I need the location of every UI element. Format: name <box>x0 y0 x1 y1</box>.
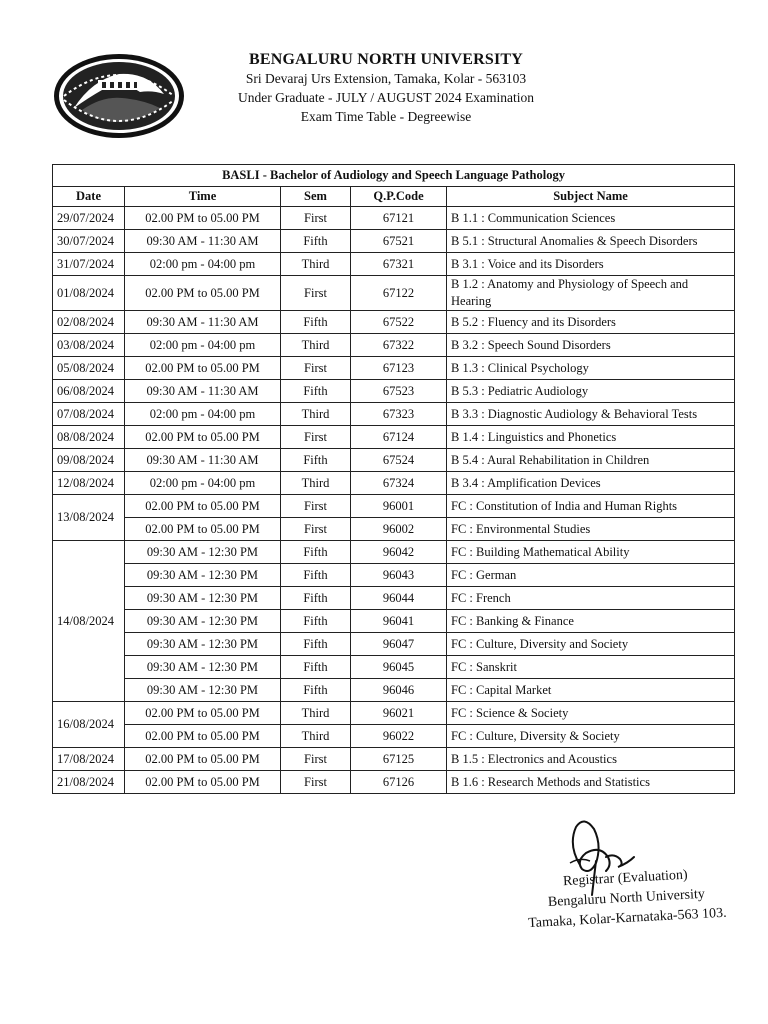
qp-code-cell: 96002 <box>351 518 447 541</box>
time-cell: 09:30 AM - 12:30 PM <box>125 541 281 564</box>
date-cell: 30/07/2024 <box>53 230 125 253</box>
university-address: Sri Devaraj Urs Extension, Tamaka, Kolar - 563103 <box>245 71 527 86</box>
table-row <box>53 679 735 702</box>
subject-cell: FC : Banking & Finance <box>447 610 735 633</box>
exam-title: Under Graduate - JULY / AUGUST 2024 Examination <box>238 90 534 105</box>
sem-cell: First <box>281 748 351 771</box>
sem-cell: Fifth <box>281 656 351 679</box>
column-header-qp-code: Q.P.Code <box>351 187 447 207</box>
table-row <box>53 702 735 725</box>
time-cell: 02.00 PM to 05.00 PM <box>125 495 281 518</box>
time-cell: 09:30 AM - 12:30 PM <box>125 587 281 610</box>
subject-cell: FC : Capital Market <box>447 679 735 702</box>
table-row <box>53 472 735 495</box>
sem-cell: Third <box>281 403 351 426</box>
subject-cell: B 3.3 : Diagnostic Audiology & Behavioral Tests <box>447 403 735 426</box>
subject-cell: B 1.4 : Linguistics and Phonetics <box>447 426 735 449</box>
sem-cell: Fifth <box>281 380 351 403</box>
sem-cell: Third <box>281 472 351 495</box>
qp-code-cell: 96045 <box>351 656 447 679</box>
subject-cell: FC : German <box>447 564 735 587</box>
qp-code-cell: 67521 <box>351 230 447 253</box>
subject-cell: B 1.3 : Clinical Psychology <box>447 357 735 380</box>
time-cell: 02.00 PM to 05.00 PM <box>125 702 281 725</box>
time-cell: 02.00 PM to 05.00 PM <box>125 771 281 794</box>
qp-code-cell: 96021 <box>351 702 447 725</box>
time-cell: 02.00 PM to 05.00 PM <box>125 518 281 541</box>
time-cell: 09:30 AM - 12:30 PM <box>125 564 281 587</box>
date-cell: 12/08/2024 <box>53 472 125 495</box>
qp-code-cell: 96041 <box>351 610 447 633</box>
sem-cell: Fifth <box>281 449 351 472</box>
time-cell: 09:30 AM - 12:30 PM <box>125 610 281 633</box>
date-cell: 31/07/2024 <box>53 253 125 276</box>
sem-cell: Fifth <box>281 230 351 253</box>
sem-cell: Fifth <box>281 610 351 633</box>
date-cell: 09/08/2024 <box>53 449 125 472</box>
time-cell: 02:00 pm - 04:00 pm <box>125 403 281 426</box>
time-cell: 02.00 PM to 05.00 PM <box>125 748 281 771</box>
table-row <box>53 748 735 771</box>
sem-cell: Third <box>281 702 351 725</box>
subject-cell: B 3.2 : Speech Sound Disorders <box>447 334 735 357</box>
time-cell: 09:30 AM - 12:30 PM <box>125 633 281 656</box>
qp-code-cell: 67321 <box>351 253 447 276</box>
subject-cell: FC : Culture, Diversity & Society <box>447 725 735 748</box>
time-cell: 02:00 pm - 04:00 pm <box>125 253 281 276</box>
time-cell: 09:30 AM - 11:30 AM <box>125 380 281 403</box>
sem-cell: Third <box>281 334 351 357</box>
table-row <box>53 771 735 794</box>
subject-cell: FC : Culture, Diversity and Society <box>447 633 735 656</box>
university-name: BENGALURU NORTH UNIVERSITY <box>248 51 523 68</box>
qp-code-cell: 67322 <box>351 334 447 357</box>
qp-code-cell: 67323 <box>351 403 447 426</box>
table-row <box>53 230 735 253</box>
time-cell: 09:30 AM - 12:30 PM <box>125 656 281 679</box>
time-cell: 09:30 AM - 11:30 AM <box>125 311 281 334</box>
table-row <box>53 311 735 334</box>
sem-cell: First <box>281 276 351 311</box>
time-cell: 02.00 PM to 05.00 PM <box>125 276 281 311</box>
subject-cell: FC : Sanskrit <box>447 656 735 679</box>
table-row <box>53 426 735 449</box>
time-cell: 09:30 AM - 11:30 AM <box>125 230 281 253</box>
subject-cell: B 1.1 : Communication Sciences <box>447 207 735 230</box>
time-cell: 09:30 AM - 11:30 AM <box>125 449 281 472</box>
sem-cell: Fifth <box>281 633 351 656</box>
table-row <box>53 633 735 656</box>
table-row <box>53 207 735 230</box>
registrar-university: Bengaluru North University <box>547 886 706 911</box>
date-cell: 13/08/2024 <box>53 495 125 541</box>
subject-cell: B 1.2 : Anatomy and Physiology of Speech and Hearing <box>447 276 735 311</box>
registrar-block <box>510 863 743 935</box>
table-row <box>53 610 735 633</box>
time-cell: 02:00 pm - 04:00 pm <box>125 472 281 495</box>
table-row <box>53 656 735 679</box>
qp-code-cell: 67523 <box>351 380 447 403</box>
subject-cell: B 5.2 : Fluency and its Disorders <box>447 311 735 334</box>
qp-code-cell: 67324 <box>351 472 447 495</box>
time-cell: 02.00 PM to 05.00 PM <box>125 725 281 748</box>
date-cell: 16/08/2024 <box>53 702 125 748</box>
sem-cell: Fifth <box>281 679 351 702</box>
registrar-title: Registrar (Evaluation) <box>562 867 689 890</box>
date-cell: 29/07/2024 <box>53 207 125 230</box>
qp-code-cell: 96044 <box>351 587 447 610</box>
subject-cell: B 5.4 : Aural Rehabilitation in Children <box>447 449 735 472</box>
sem-cell: First <box>281 495 351 518</box>
sem-cell: Fifth <box>281 541 351 564</box>
qp-code-cell: 96022 <box>351 725 447 748</box>
table-title: BASLI - Bachelor of Audiology and Speech Language Pathology <box>53 165 735 187</box>
subject-cell: FC : French <box>447 587 735 610</box>
qp-code-cell: 67524 <box>351 449 447 472</box>
qp-code-cell: 67124 <box>351 426 447 449</box>
date-cell: 05/08/2024 <box>53 357 125 380</box>
sem-cell: Third <box>281 725 351 748</box>
document-header <box>200 50 572 126</box>
time-cell: 02.00 PM to 05.00 PM <box>125 207 281 230</box>
subject-cell: B 1.5 : Electronics and Acoustics <box>447 748 735 771</box>
subject-cell: B 3.1 : Voice and its Disorders <box>447 253 735 276</box>
table-row <box>53 587 735 610</box>
table-row <box>53 253 735 276</box>
time-cell: 09:30 AM - 12:30 PM <box>125 679 281 702</box>
sem-cell: First <box>281 771 351 794</box>
subject-cell: B 5.3 : Pediatric Audiology <box>447 380 735 403</box>
date-cell: 07/08/2024 <box>53 403 125 426</box>
subject-cell: FC : Environmental Studies <box>447 518 735 541</box>
qp-code-cell: 67121 <box>351 207 447 230</box>
table-row <box>53 334 735 357</box>
table-row <box>53 276 735 311</box>
table-row <box>53 518 735 541</box>
qp-code-cell: 96042 <box>351 541 447 564</box>
sem-cell: First <box>281 357 351 380</box>
column-header-time: Time <box>125 187 281 207</box>
table-row <box>53 449 735 472</box>
qp-code-cell: 67123 <box>351 357 447 380</box>
qp-code-cell: 67126 <box>351 771 447 794</box>
sem-cell: Fifth <box>281 587 351 610</box>
date-cell: 06/08/2024 <box>53 380 125 403</box>
time-cell: 02:00 pm - 04:00 pm <box>125 334 281 357</box>
qp-code-cell: 96043 <box>351 564 447 587</box>
sem-cell: Third <box>281 253 351 276</box>
table-row <box>53 541 735 564</box>
subject-cell: FC : Science & Society <box>447 702 735 725</box>
table-row <box>53 403 735 426</box>
subject-cell: FC : Building Mathematical Ability <box>447 541 735 564</box>
sem-cell: First <box>281 426 351 449</box>
subject-cell: FC : Constitution of India and Human Rights <box>447 495 735 518</box>
date-cell: 21/08/2024 <box>53 771 125 794</box>
table-row <box>53 725 735 748</box>
date-cell: 17/08/2024 <box>53 748 125 771</box>
time-cell: 02.00 PM to 05.00 PM <box>125 426 281 449</box>
exam-timetable <box>52 164 735 794</box>
table-row <box>53 380 735 403</box>
university-logo <box>52 50 186 142</box>
document-subtitle: Exam Time Table - Degreewise <box>300 109 472 124</box>
qp-code-cell: 96001 <box>351 495 447 518</box>
time-cell: 02.00 PM to 05.00 PM <box>125 357 281 380</box>
column-header-sem: Sem <box>281 187 351 207</box>
column-header-date: Date <box>53 187 125 207</box>
table-row <box>53 357 735 380</box>
sem-cell: First <box>281 518 351 541</box>
subject-cell: B 5.1 : Structural Anomalies & Speech Disorders <box>447 230 735 253</box>
date-cell: 03/08/2024 <box>53 334 125 357</box>
date-cell: 02/08/2024 <box>53 311 125 334</box>
sem-cell: Fifth <box>281 311 351 334</box>
subject-cell: B 3.4 : Amplification Devices <box>447 472 735 495</box>
qp-code-cell: 67125 <box>351 748 447 771</box>
table-row <box>53 495 735 518</box>
column-header-subject: Subject Name <box>447 187 735 207</box>
sem-cell: First <box>281 207 351 230</box>
qp-code-cell: 96046 <box>351 679 447 702</box>
table-row <box>53 564 735 587</box>
date-cell: 14/08/2024 <box>53 541 125 702</box>
sem-cell: Fifth <box>281 564 351 587</box>
registrar-address: Tamaka, Kolar-Karnataka-563 103. <box>527 905 727 932</box>
date-cell: 01/08/2024 <box>53 276 125 311</box>
qp-code-cell: 67522 <box>351 311 447 334</box>
qp-code-cell: 67122 <box>351 276 447 311</box>
qp-code-cell: 96047 <box>351 633 447 656</box>
subject-cell: B 1.6 : Research Methods and Statistics <box>447 771 735 794</box>
date-cell: 08/08/2024 <box>53 426 125 449</box>
